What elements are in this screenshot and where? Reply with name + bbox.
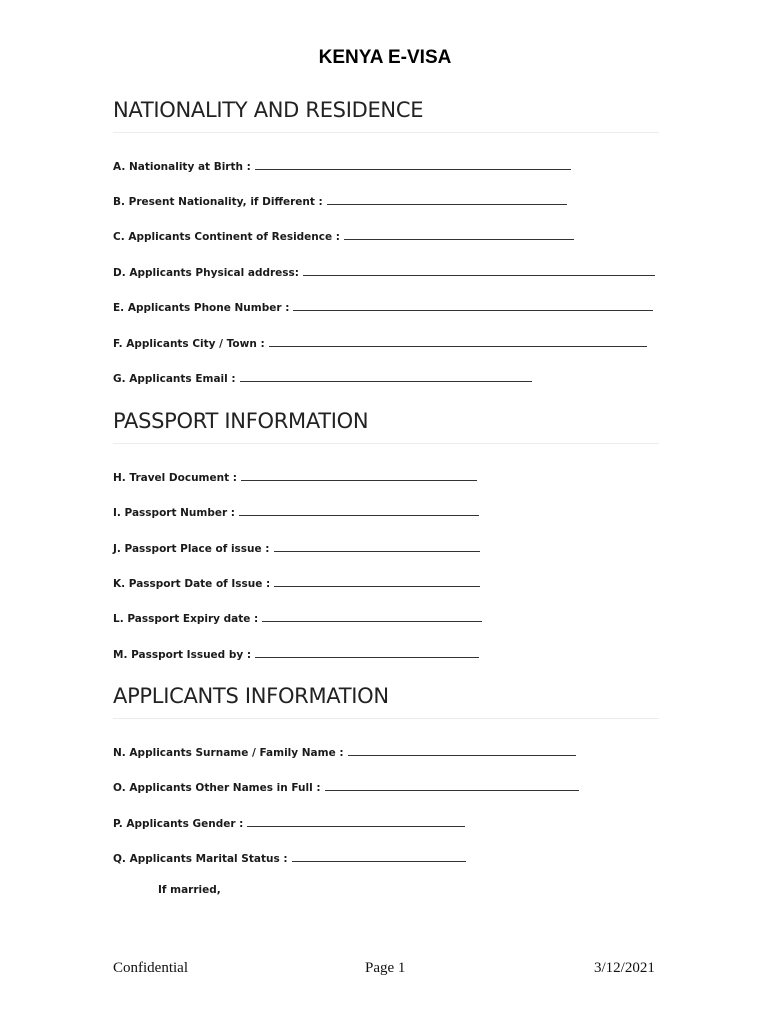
- field-label: F. Applicants City / Town :: [113, 338, 265, 350]
- field-travel-document: [113, 469, 477, 485]
- field-blank-line[interactable]: [239, 504, 479, 516]
- section-heading-nationality: NATIONALITY AND RESIDENCE: [113, 98, 424, 122]
- field-blank-line[interactable]: [325, 779, 579, 791]
- section-nationality: [113, 96, 659, 133]
- section-divider: [113, 443, 659, 444]
- field-other-names: [113, 779, 579, 795]
- field-present-nationality: [113, 193, 567, 209]
- field-continent-of-residence: [113, 228, 574, 244]
- field-label: I. Passport Number :: [113, 507, 236, 519]
- footer-confidential: Confidential: [113, 960, 188, 976]
- field-blank-line[interactable]: [348, 744, 576, 756]
- section-heading-passport: PASSPORT INFORMATION: [113, 409, 369, 433]
- field-physical-address: [113, 264, 655, 280]
- field-label: D. Applicants Physical address:: [113, 267, 299, 279]
- field-gender: [113, 815, 465, 831]
- field-blank-line[interactable]: [292, 850, 466, 862]
- field-blank-line[interactable]: [274, 575, 480, 587]
- field-label: M. Passport Issued by :: [113, 649, 252, 661]
- field-nationality-at-birth: [113, 158, 571, 174]
- field-blank-line[interactable]: [293, 299, 653, 311]
- field-passport-expiry-date: [113, 610, 482, 626]
- field-label: L. Passport Expiry date :: [113, 613, 259, 625]
- field-label: C. Applicants Continent of Residence :: [113, 231, 340, 243]
- field-label: Q. Applicants Marital Status :: [113, 853, 288, 865]
- field-passport-date-of-issue: [113, 575, 480, 591]
- field-label: N. Applicants Surname / Family Name :: [113, 747, 344, 759]
- section-divider: [113, 718, 659, 719]
- field-passport-issued-by: [113, 646, 479, 662]
- field-label: E. Applicants Phone Number :: [113, 302, 290, 314]
- field-email: [113, 370, 532, 386]
- field-label: H. Travel Document :: [113, 472, 237, 484]
- field-blank-line[interactable]: [247, 815, 465, 827]
- if-married-note: If married,: [158, 884, 221, 896]
- field-blank-line[interactable]: [255, 646, 479, 658]
- field-label: P. Applicants Gender :: [113, 818, 244, 830]
- field-label: G. Applicants Email :: [113, 373, 236, 385]
- footer-date: 3/12/2021: [594, 960, 655, 976]
- field-label: J. Passport Place of issue :: [113, 543, 270, 555]
- field-passport-place-of-issue: [113, 540, 480, 556]
- field-label: O. Applicants Other Names in Full :: [113, 782, 321, 794]
- field-marital-status: [113, 850, 466, 866]
- field-blank-line[interactable]: [344, 228, 574, 240]
- field-blank-line[interactable]: [262, 610, 482, 622]
- page-title: KENYA E-VISA: [318, 47, 452, 68]
- field-blank-line[interactable]: [269, 335, 647, 347]
- field-blank-line[interactable]: [327, 193, 567, 205]
- section-applicants: [113, 682, 659, 719]
- section-passport: [113, 407, 659, 444]
- field-phone-number: [113, 299, 653, 315]
- field-label: B. Present Nationality, if Different :: [113, 196, 323, 208]
- section-divider: [113, 132, 659, 133]
- field-blank-line[interactable]: [255, 158, 571, 170]
- field-city-town: [113, 335, 647, 351]
- field-passport-number: [113, 504, 479, 520]
- field-blank-line[interactable]: [241, 469, 477, 481]
- section-heading-applicants: APPLICANTS INFORMATION: [113, 684, 389, 708]
- field-blank-line[interactable]: [303, 264, 655, 276]
- footer-page-number: Page 1: [365, 960, 406, 976]
- field-blank-line[interactable]: [240, 370, 532, 382]
- field-label: A. Nationality at Birth :: [113, 161, 251, 173]
- field-surname: [113, 744, 576, 760]
- field-label: K. Passport Date of Issue :: [113, 578, 271, 590]
- field-blank-line[interactable]: [274, 540, 480, 552]
